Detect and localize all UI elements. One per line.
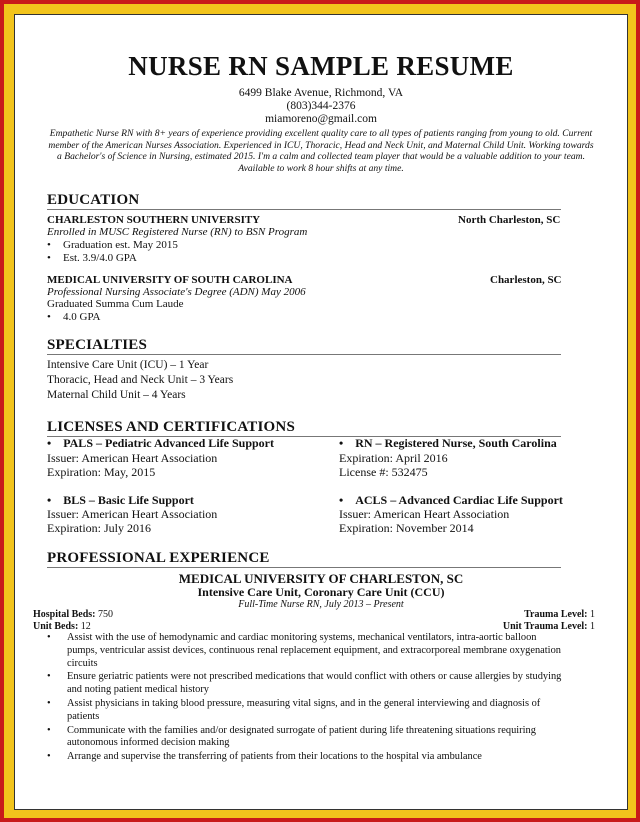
responsibilities-list	[45, 632, 565, 765]
employer-name: MEDICAL UNIVERSITY OF CHARLESTON, SC	[178, 571, 464, 586]
certification-expiration: Expiration: May, 2015	[47, 465, 156, 479]
certification-title: • ACLS – Advanced Cardiac Life Support	[339, 493, 563, 507]
list-item: • Ensure geriatric patients were not prescribed medications that would conflict with others or cause allergies by studying and noting patient medical history	[47, 671, 562, 696]
school-location: Charleston, SC	[490, 274, 562, 286]
school-name: MEDICAL UNIVERSITY OF SOUTH CAROLINA	[47, 274, 293, 286]
list-item: • Communicate with the families and/or designated surrogate of patient during life threatening situations requiring autonomous informed decision making	[47, 724, 536, 749]
certification-expiration: Expiration: July 2016	[47, 521, 151, 535]
school-program: Enrolled in MUSC Registered Nurse (RN) to BSN Program	[47, 226, 308, 238]
specialties-heading: SPECIALTIES	[47, 337, 148, 353]
certification-issuer: Issuer: American Heart Association	[47, 507, 218, 521]
experience-heading: PROFESSIONAL EXPERIENCE	[47, 550, 270, 566]
education-heading: EDUCATION	[47, 192, 140, 208]
certification-expiration: Expiration: April 2016	[339, 451, 448, 465]
email: miamoreno@gmail.com	[265, 113, 377, 125]
certification-title: • PALS – Pediatric Advanced Life Support	[47, 436, 274, 450]
school-name: CHARLESTON SOUTHERN UNIVERSITY	[47, 214, 261, 226]
unit-name: Intensive Care Unit, Coronary Care Unit (CCU)	[197, 585, 445, 599]
specialty-item: Maternal Child Unit – 4 Years	[47, 389, 186, 401]
list-item: • Arrange and supervise the transferring of patients from their locations to the hospital via ambulance	[47, 751, 482, 763]
unit-beds: Unit Beds: 12	[33, 621, 91, 632]
certification-issuer: Issuer: American Heart Association	[339, 507, 510, 521]
divider	[47, 354, 561, 355]
summary-paragraph: Empathetic Nurse RN with 8+ years of experience providing excellent quality care to all types of patients ranging from young to old. Current member of the American Nurses Association. Experienced in ICU, Thoracic, Head and Neck Unit, and Maternal Child Unit. Working towards a Bachelor's of Science in Nursing, estimated 2015. I'm a calm and collected team player that would be a valuable addition to your team. Available to work 8 hour shifts at any time.	[48, 128, 594, 174]
specialty-item: Thoracic, Head and Neck Unit – 3 Years	[47, 374, 234, 386]
divider	[47, 567, 561, 568]
licenses-heading: LICENSES AND CERTIFICATIONS	[47, 419, 295, 435]
school-program: Professional Nursing Associate's Degree (ADN) May 2006	[47, 286, 306, 298]
certification-title: • BLS – Basic Life Support	[47, 493, 194, 507]
phone: (803)344-2376	[286, 100, 356, 112]
unit-trauma-level: Unit Trauma Level: 1	[502, 621, 595, 632]
decorative-border	[4, 4, 636, 818]
position-title: Full-Time Nurse RN, July 2013 – Present	[238, 599, 404, 610]
school-note: Graduated Summa Cum Laude	[47, 298, 184, 310]
resume-page	[14, 14, 628, 810]
trauma-level: Trauma Level: 1	[524, 609, 595, 620]
specialty-item: Intensive Care Unit (ICU) – 1 Year	[47, 359, 209, 371]
school-location: North Charleston, SC	[458, 214, 561, 226]
list-item: • Est. 3.9/4.0 GPA	[47, 252, 137, 264]
license-number: License #: 532475	[339, 465, 428, 479]
divider	[47, 209, 561, 210]
page-title: NURSE RN SAMPLE RESUME	[128, 51, 514, 81]
list-item: • Assist physicians in taking blood pressure, measuring vital signs, and in the general interviewing and diagnosis of patients	[47, 697, 541, 722]
list-item: • Assist with the use of hemodynamic and cardiac monitoring systems, mechanical ventilators, intra-aortic balloon pumps, ventricular assist devices, continuous renal replacement equipment, and extracorporeal membrane oxygenation circuits	[47, 632, 561, 669]
certification-expiration: Expiration: November 2014	[339, 521, 474, 535]
hospital-beds: Hospital Beds: 750	[33, 609, 114, 620]
certification-title: • RN – Registered Nurse, South Carolina	[339, 436, 557, 450]
list-item: • Graduation est. May 2015	[47, 239, 178, 251]
address: 6499 Blake Avenue, Richmond, VA	[238, 87, 404, 99]
list-item: • 4.0 GPA	[47, 311, 101, 323]
certification-issuer: Issuer: American Heart Association	[47, 451, 218, 465]
